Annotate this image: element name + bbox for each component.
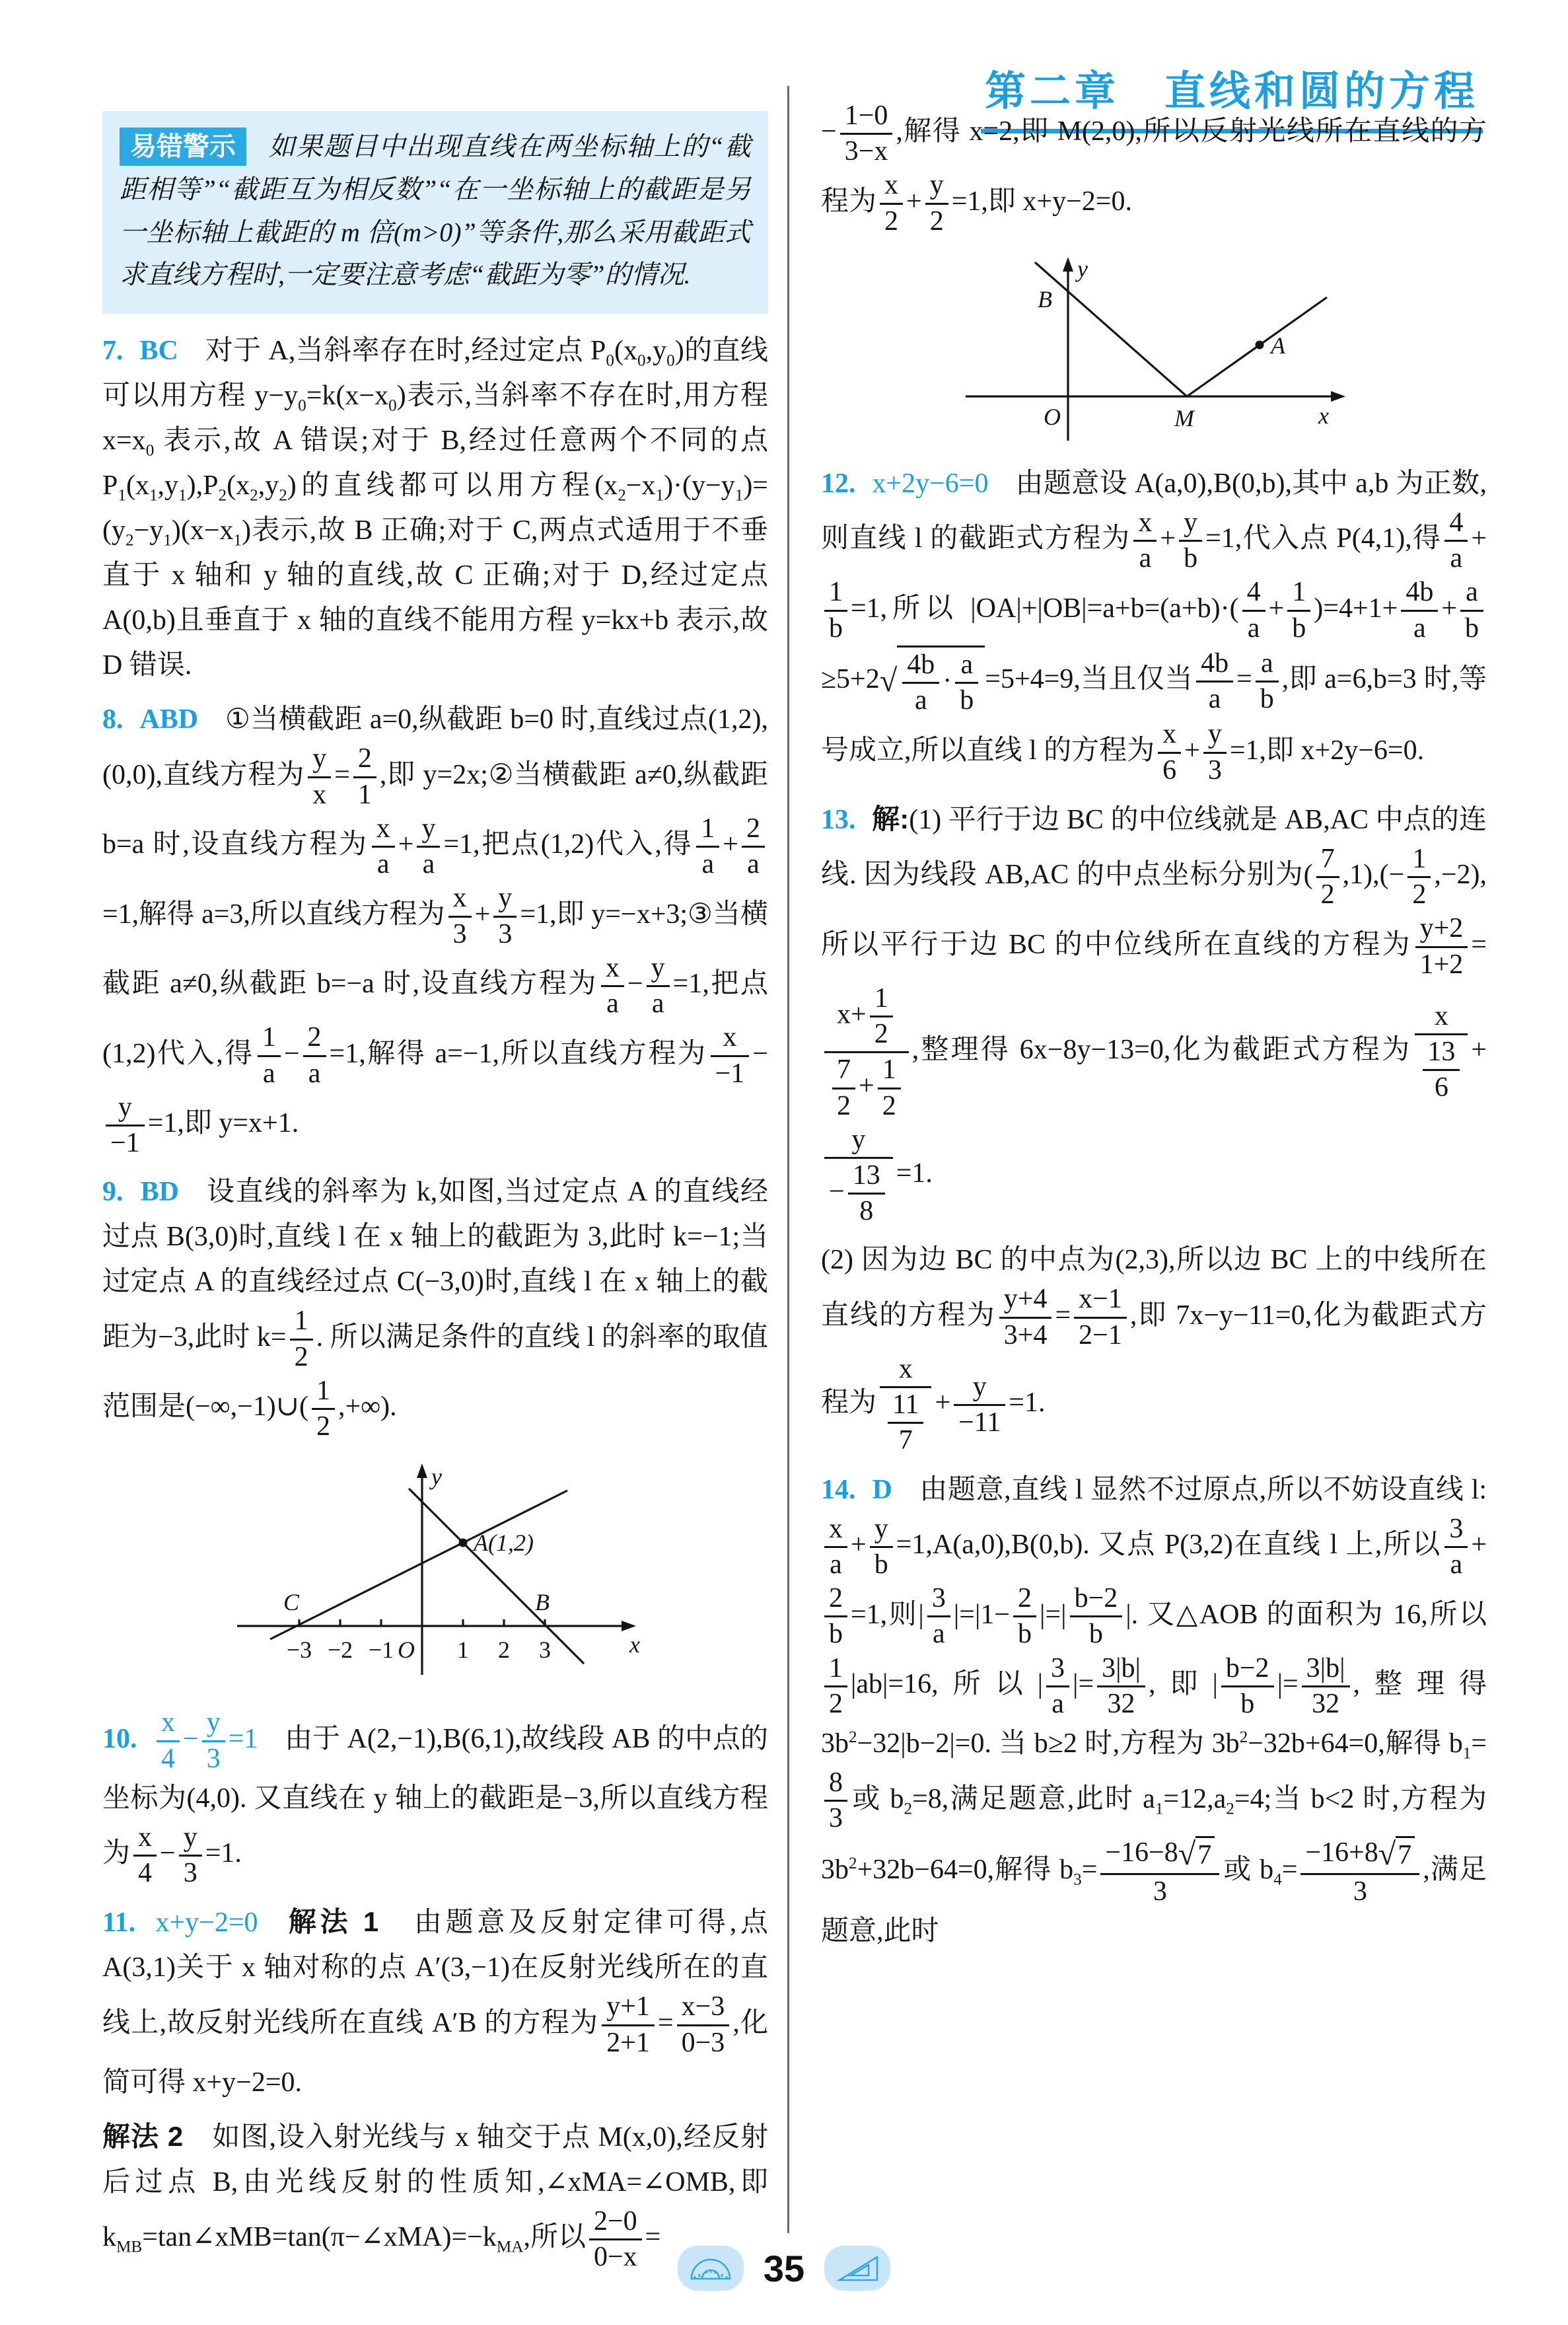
solution-text: 对于 A,当斜率存在时,经过定点 $P_0(x_0,y_0)$的直线可以用方程 $y-y_0=k(x-x_0)$表示,当斜率不存在时,用方程 $x=x_0$ 表示,故 A 错误;对于 B,经过任意两个不同的点 $P_1(x_1,y_1),P_2(x_2,y_2)$的直线都可以用方程$(x_2-x_1)\cdot(y-y_1)=(y_2-y_1)(x-x_1)$表示,故 B 正确;对于 C,两点式适用于不垂直于 x 轴和 y 轴的直线,故 C 正确;对于 D,经过定点 A(0,b)且垂直于 x 轴的直线不能用方程 y=kx+b 表示,故 D 错误. [102,336,768,681]
answer-item-14 [821,1467,1487,1954]
answer-item-7 [102,328,768,688]
set-square-icon [824,2246,890,2291]
answer-item-11-continued [821,99,1487,239]
y-axis-arrow [417,1463,427,1478]
page-number: 35 [763,2247,805,2289]
figure-q11-graph [943,248,1365,446]
point-A-label: A [1271,332,1285,359]
solution-text: 由题意,直线 l 显然不过原点,所以不妨设直线 l: $\frac{x}{a}$ + $\frac{y}{b}$ =1,A(a,0),B(0,b). 又点 P(3,2)在直线 l 上,所以 $\frac{3}{a}$ + $\frac{2}{b}$ =1,则| $\frac{3}{a}$ |=|1− $\frac{2}{b}$ |=| $\frac{b-2}{b}$ |. 又△AOB 的面积为 16,所以 $\frac{1}{2}$ |ab|=16,所以| $\frac{3}{a}$ |= $\frac{3|b|}{32}$ ,即| $\frac{b-2}{b}$ |= $\frac{3|b|}{32}$ ,整理得 $3b^2-32|b-2|=0$. 当 b≥2 时,方程为 $3b^2-32b+64=0$,解得 $b_1=$ $\frac{8}{3}$ 或 $b_2=8$,满足题意,此时 $a_1=12,a_2=4$;当 b<2 时,方程为 $3b^2+32b-64=0$,解得 $b_3=$ −16−8 √ 7 3 或 $b_4=$ −16+8 √ 7 3 ,满足题意,此时 [821,1474,1487,1946]
figure-q9-wrap [102,1453,768,1694]
left-column [102,111,768,2283]
question-number: 10. [102,1723,137,1754]
tick-label: −1 [368,1637,394,1664]
line-through-C-A [270,1491,567,1639]
x-axis-label: x [1318,402,1329,429]
warning-box [102,111,768,314]
point-A-dot [1256,340,1264,349]
protractor-icon [678,2246,744,2291]
answer-label: BD [140,1177,179,1208]
point-B-label: B [1038,285,1052,313]
solution-text: 解法 1 由题意及反射定律可得,点 A(3,1)关于 x 轴对称的点 A′(3,−1)在反射光线所在的直线上,故反射光线所在直线 A′B 的方程为 $\frac{y+1}{2+1}$ = $\frac{x-3}{0-3}$ ,化简可得 x+y−2=0. [102,1906,769,2098]
tick-label: −2 [327,1637,353,1664]
origin-label: O [398,1637,415,1664]
chapter-title: 第二章 直线和圆的方程 [981,58,1483,133]
solution-text: 解法 2 如图,设入射光线与 x 轴交于点 M(x,0),经反射后过点 B,由光线反射的性质知,∠xMA=∠OMB,即 $k_{MB}=\tan\angle xMB=\tan(\pi-\angle xMA)=-k_{MA}$,所以 $\frac{2-0}{0-x}$ = [102,2122,768,2252]
answer-label: BC [139,336,178,367]
y-axis-arrow [1063,257,1073,272]
answer-label: D [872,1474,893,1505]
point-C-label: C [283,1589,300,1616]
tick-label: 3 [539,1637,551,1664]
question-number: 13. [821,804,856,835]
answer-label: $\frac{x}{4}$ − $\frac{y}{3}$ =1 [153,1724,258,1754]
solution-text: (2) 因为边 BC 的中点为(2,3),所以边 BC 上的中线所在直线的方程为 $\frac{y+4}{3+4}$ = $\frac{x-1}{2-1}$ ,即 7x−y−11=0,化为截距式方程为 $\frac{x}{\frac{11}{7}}$ + $\frac{y}{-11}$ =1. [821,1245,1487,1418]
solution-text: − $\frac{1-0}{3-x}$ ,解得 x=2,即 M(2,0),所以反射光线所在直线的方程为 $\frac{x}{2}$ + $\frac{y}{2}$ =1,即 x+y−2=0. [821,116,1487,216]
x-axis-arrow [1331,391,1345,402]
answer-label: ABD [139,704,199,735]
solution-text: 由题意设 A(a,0),B(0,b),其中 a,b 为正数,则直线 l 的截距式方程为 $\frac{x}{a}$ + $\frac{y}{b}$ =1,代入点 P(4,1),得 $\frac{4}{a}$ + $\frac{1}{b}$ =1,所以 |OA|+|OB|=a+b=(a+b)·( $\frac{4}{a}$ + $\frac{1}{b}$ )=4+1+ $\frac{4b}{a}$ + $\frac{a}{b}$ ≥5+2 √ $\frac{4b}{a}$ · $\frac{a}{b}$ =5+4=9,当且仅当 $\frac{4b}{a}$ = $\frac{a}{b}$ ,即 a=6,b=3 时,等号成立,所以直线 l 的方程为 $\frac{x}{6}$ + $\frac{y}{3}$ =1,即 x+2y−6=0. [821,468,1487,766]
solution-text: 由于 A(2,−1),B(6,1),故线段 AB 的中点的坐标为(4,0). 又直线在 y 轴上的截距是−3,所以直线方程为 $\frac{x}{4}$ − $\frac{y}{3}$ =1. [102,1724,768,1869]
page-footer [0,2246,1568,2291]
origin-label: O [1044,403,1061,430]
question-number: 8. [102,704,124,735]
warning-text: 如果题目中出现直线在两坐标轴上的“截距相等”“截距互为相反数”“在一坐标轴上的截距是另一坐标轴上截距的 m 倍(m>0)”等条件,那么采用截距式求直线方程时,一定要注意考虑“截距为零”的情况. [120,131,751,290]
column-divider [787,86,789,2233]
answer-label: x+y−2=0 [155,1907,258,1938]
figure-q11-wrap [821,248,1487,449]
y-axis-label: y [431,1463,442,1491]
solution-text: 解:(1) 平行于边 BC 的中位线就是 AB,AC 中点的连线. 因为线段 AB,AC 的中点坐标分别为( $\frac{7}{2}$ ,1),(− $\frac{1}{2}$ ,−2),所以平行于边 BC 的中位线所在直线的方程为 $\frac{y+2}{1+2}$ = x+ $\frac{1}{2}$ $\frac{7}{2}$ + $\frac{1}{2}$ ,整理得 6x−8y−13=0,化为截距式方程为 $\frac{x}{\frac{13}{6}}$ + y − $\frac{13}{8}$ =1. [821,805,1487,1189]
point-A-dot [459,1539,468,1547]
question-number: 11. [102,1907,136,1938]
answer-item-13-part2 [821,1237,1487,1458]
x-axis-arrow [622,1621,636,1631]
answer-item-10 [102,1706,768,1890]
x-axis-label: x [629,1631,640,1658]
point-M-label: M [1174,404,1194,431]
warning-tag: 易错警示 [120,128,246,166]
solution-text: ①当横截距 a=0,纵截距 b=0 时,直线过点(1,2),(0,0),直线方程为 $\frac{y}{x}$ = $\frac{2}{1}$ ,即 y=2x;②当横截距 a≠0,纵截距 b=a 时,设直线方程为 $\frac{x}{a}$ + $\frac{y}{a}$ =1,把点(1,2)代入,得 $\frac{1}{a}$ + $\frac{2}{a}$ =1,解得 a=3,所以直线方程为 $\frac{x}{3}$ + $\frac{y}{3}$ =1,即 y=−x+3;③当横截距 a≠0,纵截距 b=−a 时,设直线方程为 $\frac{x}{a}$ − $\frac{y}{a}$ =1,把点(1,2)代入,得 $\frac{1}{a}$ − $\frac{2}{a}$ =1,解得 a=−1,所以直线方程为 $\frac{x}{-1}$ − $\frac{y}{-1}$ =1,即 y=x+1. [102,704,768,1138]
right-column [821,99,1487,1963]
question-number: 12. [821,468,856,499]
incident-ray [1035,262,1187,396]
question-number: 7. [102,336,124,367]
answer-item-9 [102,1169,768,1444]
tick-label: 2 [498,1637,510,1664]
question-number: 14. [821,1474,856,1505]
question-number: 9. [102,1177,124,1208]
answer-label: x+2y−6=0 [872,468,989,499]
figure-q9-graph [217,1453,653,1691]
point-A-label: A(1,2) [474,1530,534,1557]
answer-item-12 [821,461,1487,788]
answer-item-8 [102,697,768,1160]
solution-text: 设直线的斜率为 k,如图,当过定点 A 的直线经过点 B(3,0)时,直线 l 在 x 轴上的截距为 3,此时 k=−1;当过定点 A 的直线经过点 C(−3,0)时,直线 l 在 x 轴上的截距为−3,此时 k= $\frac{1}{2}$ . 所以满足条件的直线 l 的斜率的取值范围是(−∞,−1)∪( $\frac{1}{2}$ ,+∞). [102,1177,768,1422]
point-B-label: B [535,1589,550,1616]
answer-item-13-part1 [821,797,1487,1229]
answer-item-11 [102,1900,768,2105]
y-axis-label: y [1077,255,1088,282]
tick-label: −3 [286,1637,312,1664]
tick-label: 1 [457,1637,469,1664]
line-through-B-A [409,1489,584,1664]
